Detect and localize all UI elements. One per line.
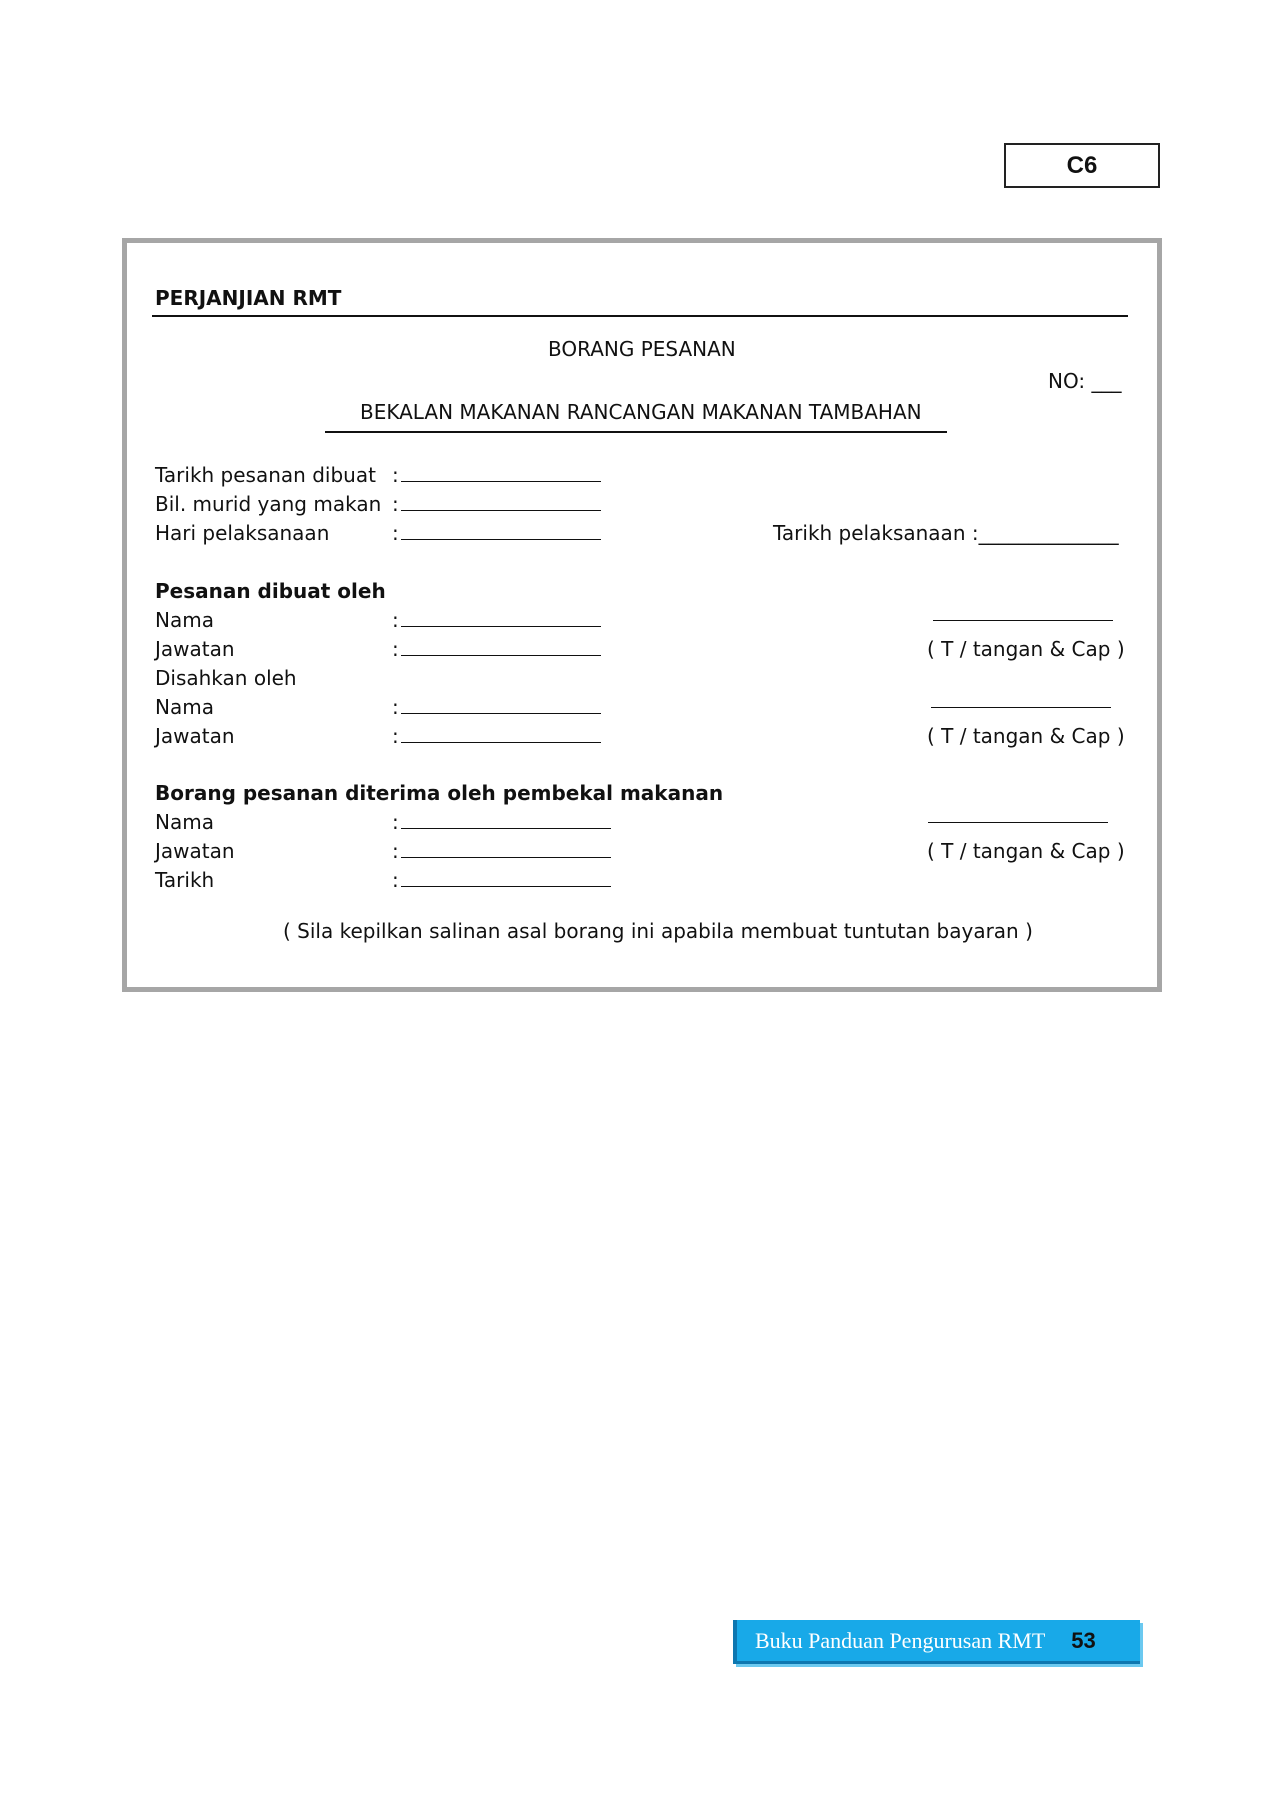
approved-by-name-field[interactable]: : (392, 695, 601, 719)
approved-by-name-label: Nama (155, 695, 214, 719)
approved-by-position-field[interactable]: : (392, 724, 601, 748)
received-by-name-label: Nama (155, 810, 214, 834)
ordered-by-signature-line[interactable] (933, 620, 1113, 621)
footer-banner (733, 1620, 1140, 1664)
received-by-name-field[interactable]: : (392, 810, 611, 834)
footer-title: Buku Panduan Pengurusan RMT (755, 1627, 1046, 1653)
subtitle-rule (325, 431, 947, 433)
implementation-day-label: Hari pelaksanaan (155, 521, 330, 545)
order-date-label: Tarikh pesanan dibuat (155, 463, 376, 487)
received-by-signature-label: ( T / tangan & Cap ) (927, 839, 1125, 863)
pupil-count-field[interactable]: : (392, 492, 601, 516)
approved-by-signature-line[interactable] (931, 707, 1111, 708)
received-by-heading: Borang pesanan diterima oleh pembekal makanan (155, 781, 724, 805)
form-title: BORANG PESANAN (548, 337, 736, 361)
form-code: C6 (1066, 151, 1098, 179)
received-by-signature-line[interactable] (928, 822, 1108, 823)
pupil-count-label: Bil. murid yang makan (155, 492, 382, 516)
ordered-by-position-label: Jawatan (155, 637, 235, 661)
implementation-date-field[interactable]: Tarikh pelaksanaan :______________ (773, 521, 1119, 545)
approved-by-position-label: Jawatan (155, 724, 235, 748)
payment-claim-note: ( Sila kepilkan salinan asal borang ini apabila membuat tuntutan bayaran ) (283, 919, 1033, 943)
received-by-date-label: Tarikh (155, 868, 215, 892)
implementation-day-field[interactable]: : (392, 521, 601, 545)
ordered-by-heading: Pesanan dibuat oleh (155, 579, 386, 603)
received-by-date-field[interactable]: : (392, 868, 611, 892)
page-number: 53 (1071, 1627, 1096, 1653)
received-by-position-field[interactable]: : (392, 839, 611, 863)
section-title-rule (152, 315, 1128, 317)
form-subtitle: BEKALAN MAKANAN RANCANGAN MAKANAN TAMBAHAN (360, 400, 922, 424)
section-title: PERJANJIAN RMT (155, 286, 342, 310)
approved-by-signature-label: ( T / tangan & Cap ) (927, 724, 1125, 748)
order-date-field[interactable]: : (392, 463, 601, 487)
ordered-by-position-field[interactable]: : (392, 637, 601, 661)
received-by-position-label: Jawatan (155, 839, 235, 863)
ordered-by-signature-label: ( T / tangan & Cap ) (927, 637, 1125, 661)
form-number: NO: ___ (1048, 369, 1122, 393)
approved-by-heading: Disahkan oleh (155, 666, 297, 690)
form-code-box (1004, 143, 1160, 188)
ordered-by-name-field[interactable]: : (392, 608, 601, 632)
ordered-by-name-label: Nama (155, 608, 214, 632)
